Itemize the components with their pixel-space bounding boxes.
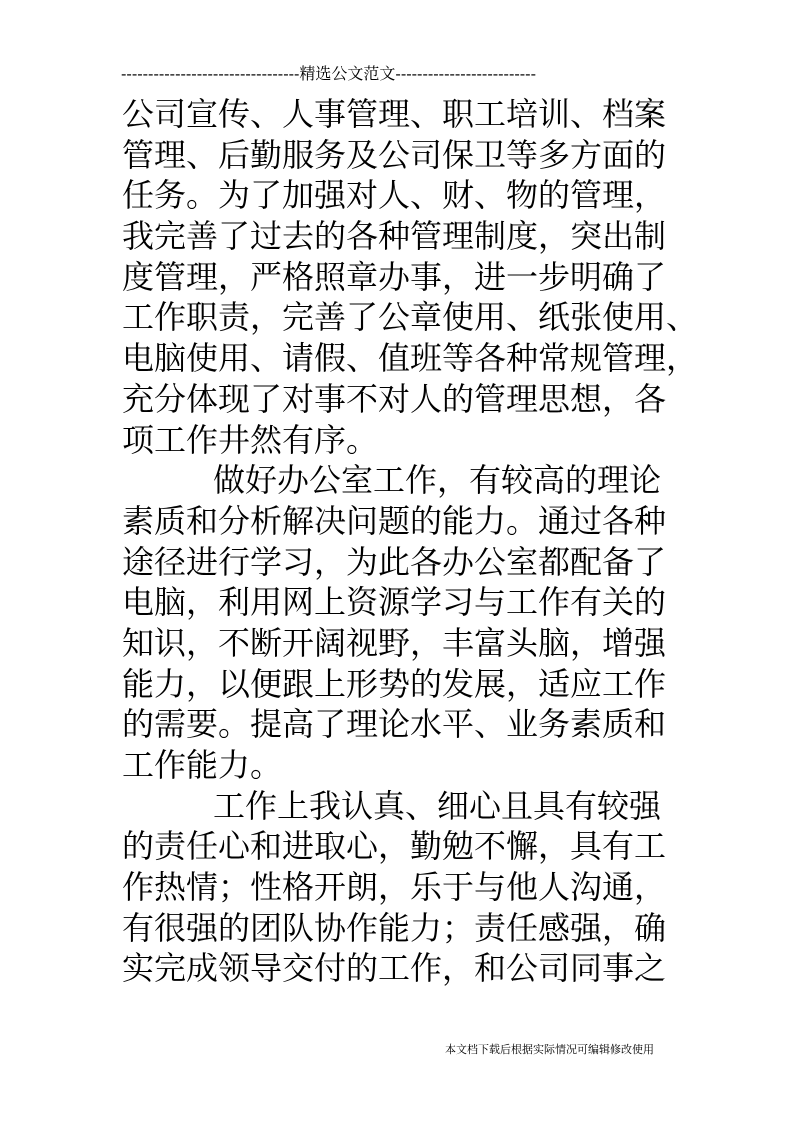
text-line: 能力，以便跟上形势的发展，适应工作 (122, 664, 667, 703)
text-line: 的需要。提高了理论水平、业务素质和 (122, 705, 667, 744)
text-line: 任务。为了加强对人、财、物的管理， (122, 176, 667, 215)
text-line: 知识，不断开阔视野，丰富头脑，增强 (122, 623, 667, 662)
text-line: 度管理，严格照章办事，进一步明确了 (122, 257, 667, 296)
text-line: 电脑使用、请假、值班等各种常规管理， (122, 339, 699, 378)
text-line: 途径进行学习，为此各办公室都配备了 (122, 542, 667, 581)
text-line: 项工作井然有序。 (122, 420, 379, 459)
paragraph-first-line: 工作上我认真、细心且具有较强 (213, 786, 662, 825)
text-line: 的责任心和进取心，勤勉不懈，具有工 (122, 827, 667, 866)
page-header: ---------------------------------精选公文范文-------------------------- (121, 64, 536, 83)
paragraph-first-line: 做好办公室工作，有较高的理论 (213, 461, 662, 500)
document-body (122, 94, 699, 989)
text-line: 我完善了过去的各种管理制度，突出制 (122, 217, 667, 256)
text-line: 实完成领导交付的工作，和公司同事之 (122, 949, 667, 988)
text-line: 公司宣传、人事管理、职工培训、档案 (122, 95, 667, 133)
text-line: 工作职责，完善了公章使用、纸张使用、 (122, 298, 699, 337)
text-line: 素质和分析解决问题的能力。通过各种 (122, 501, 667, 540)
text-line: 电脑，利用网上资源学习与工作有关的 (122, 583, 667, 622)
text-line: 有很强的团队协作能力；责任感强，确 (122, 908, 667, 947)
text-line: 工作能力。 (122, 746, 283, 784)
text-line: 充分体现了对事不对人的管理思想，各 (122, 379, 667, 418)
text-line: 管理、后勤服务及公司保卫等多方面的 (122, 135, 667, 174)
page-footer: 本文档下载后根据实际情况可编辑修改使用 (445, 1043, 654, 1056)
text-line: 作热情；性格开朗，乐于与他人沟通， (122, 868, 667, 907)
